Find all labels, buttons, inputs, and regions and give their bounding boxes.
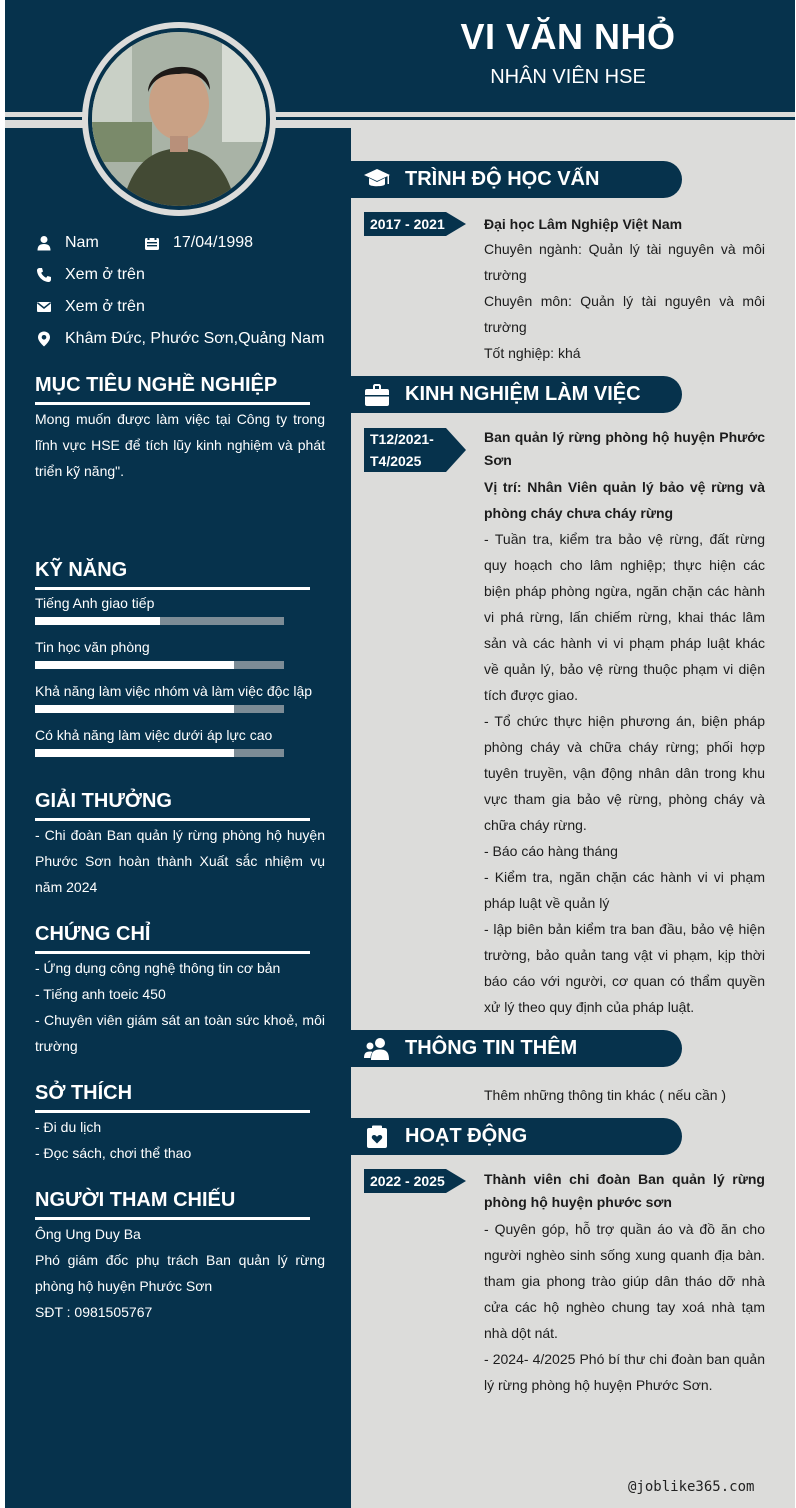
certificates-title: CHỨNG CHỈ: [35, 923, 151, 945]
experience-duty: - Tổ chức thực hiện phương án, biện pháp phòng cháy và chữa cháy rừng; phối hợp tuyên truyền, vận động nhân dân trong khu vực tham gia bảo vệ rừng, phòng cháy và chữa cháy rừng.: [484, 713, 765, 833]
experience-header: [351, 376, 682, 413]
education-title: TRÌNH ĐỘ HỌC VẤN: [405, 168, 600, 190]
skill-bar: [35, 749, 284, 757]
skill-bar-fill: [35, 617, 160, 625]
objective-divider: [35, 402, 310, 405]
reference-position: Phó giám đốc phụ trách Ban quản lý rừng phòng hộ huyện Phước Sơn: [35, 1252, 325, 1294]
date-tag-arrow: [446, 1169, 466, 1193]
certificate-item: - Tiếng anh toeic 450: [35, 986, 166, 1002]
avatar-photo-icon: [92, 32, 266, 206]
contact-gender: [35, 234, 99, 252]
certificate-item: - Ứng dụng công nghệ thông tin cơ bản: [35, 960, 281, 976]
skill-label: Tiếng Anh giao tiếp: [35, 595, 155, 611]
experience-company: Ban quản lý rừng phòng hộ huyện Phước Sơn: [484, 429, 765, 468]
footer-watermark: @joblike365.com: [628, 1479, 755, 1495]
experience-duty: - Kiểm tra, ngăn chặn các hành vi vi phạm pháp luật về quản lý: [484, 869, 765, 911]
skill-bar-fill: [35, 705, 234, 713]
candidate-name: VI VĂN NHỎ: [460, 16, 676, 57]
experience-title: KINH NGHIỆM LÀM VIỆC: [405, 383, 641, 405]
skill-label: Tin học văn phòng: [35, 639, 150, 655]
skill-bar-fill: [35, 749, 234, 757]
skill-label: Khả năng làm việc nhóm và làm việc độc lập: [35, 683, 313, 699]
experience-date-start: T12/2021-: [370, 431, 434, 447]
graduation-cap-icon: [351, 168, 403, 192]
activity-badge-icon: [351, 1125, 403, 1149]
education-graduation: Tốt nghiệp: khá: [484, 345, 581, 361]
activities-header: [351, 1118, 682, 1155]
education-major: Chuyên ngành: Quản lý tài nguyên và môi trường: [484, 241, 765, 283]
activities-title: HOẠT ĐỘNG: [405, 1125, 528, 1147]
references-title: NGƯỜI THAM CHIẾU: [35, 1189, 236, 1211]
experience-duty: - Báo cáo hàng tháng: [484, 843, 618, 859]
location-pin-icon: [35, 330, 53, 348]
activities-org: Thành viên chi đoàn Ban quản lý rừng phòng hộ huyện phước sơn: [484, 1171, 765, 1210]
contact-address: [35, 330, 324, 348]
skill-bar-fill: [35, 661, 234, 669]
envelope-icon: [35, 298, 53, 316]
skill-label: Có khả năng làm việc dưới áp lực cao: [35, 727, 273, 743]
birthdate-value: 17/04/1998: [173, 234, 254, 251]
calendar-icon: [143, 234, 161, 252]
activity-item: - Quyên góp, hỗ trợ quần áo và đồ ăn cho người nghèo sinh sống xung quanh địa bàn. tham gia phong trào giúp dân tháo dỡ nhà cửa các hộ nghèo chung tay xoá nhà tạm nhà dột nát.: [484, 1221, 765, 1341]
person-icon: [35, 234, 53, 252]
certificates-divider: [35, 951, 310, 954]
hobby-item: - Đi du lịch: [35, 1119, 102, 1135]
date-tag-arrow: [446, 428, 466, 472]
awards-divider: [35, 818, 310, 821]
education-specialty: Chuyên môn: Quản lý tài nguyên và môi trường: [484, 293, 765, 335]
certificate-item: - Chuyên viên giám sát an toàn sức khoẻ, môi trường: [35, 1012, 325, 1054]
education-header: [351, 161, 682, 198]
gender-value: Nam: [65, 234, 99, 251]
additional-title: THÔNG TIN THÊM: [405, 1037, 578, 1059]
objective-text: Mong muốn được làm việc tại Công ty trong lĩnh vực HSE để tích lũy kinh nghiệm và phát triển kỹ năng".: [35, 411, 325, 479]
education-school: Đại học Lâm Nghiệp Việt Nam: [484, 216, 683, 232]
additional-text: Thêm những thông tin khác ( nếu cần ): [484, 1087, 727, 1103]
skill-bar: [35, 661, 284, 669]
address-value: Khâm Đức, Phước Sơn,Quảng Nam: [65, 330, 325, 347]
hobbies-title: SỞ THÍCH: [35, 1082, 133, 1104]
contact-phone: [35, 266, 145, 284]
activities-date: 2022 - 2025: [370, 1173, 445, 1189]
skills-title: KỸ NĂNG: [35, 559, 128, 581]
candidate-job-title: NHÂN VIÊN HSE: [490, 66, 646, 88]
phone-icon: [35, 266, 53, 284]
reference-phone: SĐT : 0981505767: [35, 1304, 153, 1320]
phone-value: Xem ở trên: [65, 266, 145, 283]
skills-divider: [35, 587, 310, 590]
experience-duty: - lập biên bản kiểm tra ban đầu, bảo vệ hiện trường, bảo quản tang vật vi phạm, kịp thời báo cáo với người, cơ quan có thẩm quyền xử lý theo quy định của pháp luật.: [484, 921, 765, 1015]
experience-date-tag: [364, 428, 446, 472]
objective-title: MỤC TIÊU NGHỀ NGHIỆP: [35, 374, 278, 396]
hobbies-divider: [35, 1110, 310, 1113]
education-date-tag: [364, 212, 446, 236]
hobby-item: - Đọc sách, chơi thể thao: [35, 1145, 192, 1161]
awards-text: - Chi đoàn Ban quản lý rừng phòng hộ huyện Phước Sơn hoàn thành Xuất sắc nhiệm vụ năm 2024: [35, 827, 325, 895]
contact-birthdate: [143, 234, 253, 252]
activity-item: - 2024- 4/2025 Phó bí thư chi đoàn ban quản lý rừng phòng hộ huyện Phước Sơn.: [484, 1351, 765, 1393]
references-divider: [35, 1217, 310, 1220]
email-value: Xem ở trên: [65, 298, 145, 315]
activities-date-tag: [364, 1169, 446, 1193]
reference-name: Ông Ung Duy Ba: [35, 1226, 141, 1242]
awards-title: GIẢI THƯỞNG: [35, 790, 172, 812]
contact-email: [35, 298, 145, 316]
avatar: [92, 32, 266, 206]
additional-header: [351, 1030, 682, 1067]
users-icon: [351, 1037, 403, 1061]
skill-bar: [35, 617, 284, 625]
skill-bar: [35, 705, 284, 713]
education-date: 2017 - 2021: [370, 216, 445, 232]
date-tag-arrow: [446, 212, 466, 236]
experience-position: Vị trí: Nhân Viên quản lý bảo vệ rừng và phòng cháy chưa cháy rừng: [484, 479, 765, 521]
experience-date-end: T4/2025: [370, 453, 422, 469]
experience-duty: - Tuần tra, kiểm tra bảo vệ rừng, đất rừng quy hoạch cho lâm nghiệp; thực hiện các biện pháp phòng ngừa, ngăn chặn các hành vi phá rừng, lấn chiếm rừng, khai thác lâm sản và các hành vi vi phạm pháp luật khác về quản lý, bảo vệ rừng thuộc phạm vi diện tích được giao.: [484, 531, 765, 703]
briefcase-icon: [351, 383, 403, 407]
